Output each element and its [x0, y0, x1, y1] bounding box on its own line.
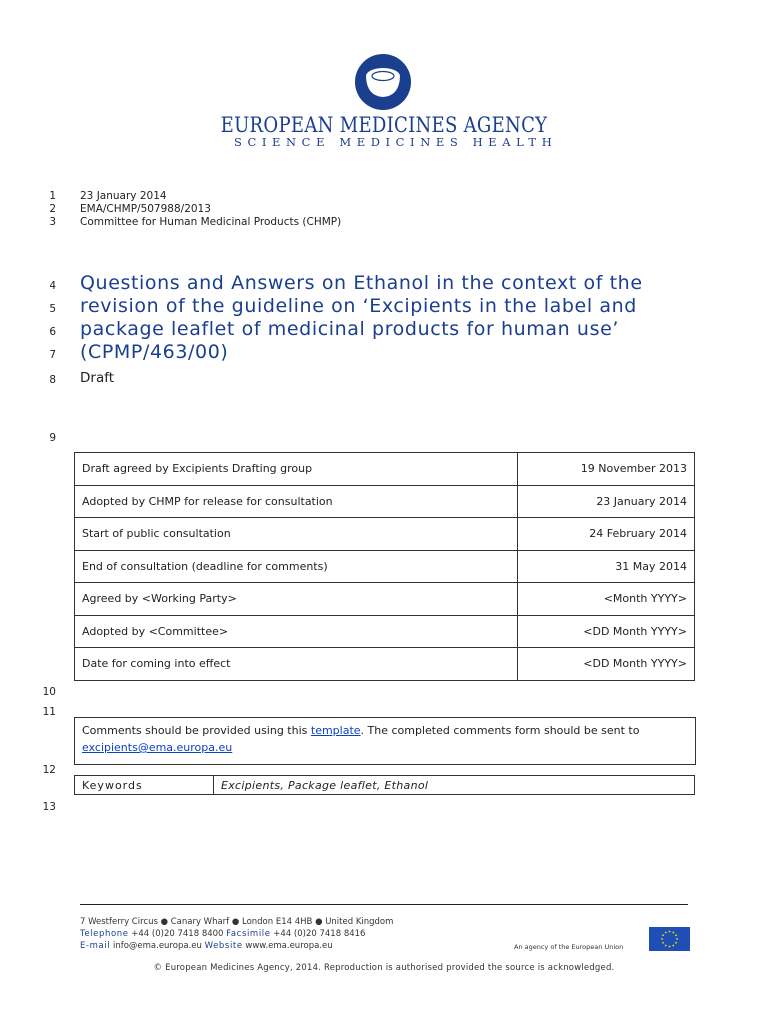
eu-star-icon — [676, 938, 678, 940]
document-title-line: Questions and Answers on Ethanol in the context of the — [80, 272, 643, 294]
timeline-step-label: Date for coming into effect — [75, 648, 518, 681]
table-row — [75, 550, 695, 583]
facsimile-value: +44 (0)20 7418 8416 — [273, 929, 366, 939]
line-number: 10 — [42, 686, 56, 698]
comments-email-link[interactable]: excipients@ema.europa.eu — [82, 741, 233, 754]
table-row — [75, 453, 695, 486]
line-number: 6 — [49, 326, 56, 338]
committee-name: Committee for Human Medicinal Products (CHMP) — [80, 216, 342, 228]
table-row — [75, 776, 695, 795]
eu-star-icon — [675, 934, 677, 936]
timeline-table — [74, 452, 695, 681]
timeline-step-date: 19 November 2013 — [518, 453, 695, 486]
eu-star-icon — [672, 932, 674, 934]
keywords-label: Keywords — [75, 776, 214, 795]
website-value[interactable]: www.ema.europa.eu — [245, 941, 333, 951]
agency-name: EUROPEAN MEDICINES AGENCY — [220, 113, 548, 137]
line-number: 7 — [49, 349, 56, 361]
document-title-line: revision of the guideline on ‘Excipients in the label and — [80, 295, 637, 317]
line-number: 2 — [49, 203, 56, 215]
eu-agency-note: An agency of the European Union — [514, 943, 624, 951]
comments-box — [74, 717, 696, 765]
footer-divider — [80, 904, 688, 905]
line-number: 3 — [49, 216, 56, 228]
eu-star-icon — [665, 932, 667, 934]
table-row — [75, 615, 695, 648]
table-row — [75, 485, 695, 518]
eu-flag-icon — [649, 927, 690, 951]
line-number: 13 — [42, 801, 56, 813]
comments-text: . The completed comments form should be sent to — [360, 724, 640, 737]
footer-contact-line — [80, 941, 333, 951]
timeline-step-label: Adopted by <Committee> — [75, 615, 518, 648]
document-title-line: package leaflet of medicinal products for human use’ — [80, 318, 619, 340]
timeline-step-date: 31 May 2014 — [518, 550, 695, 583]
ema-logo-icon — [354, 53, 412, 111]
telephone-value: +44 (0)20 7418 8400 — [131, 929, 224, 939]
eu-star-icon — [669, 946, 671, 948]
timeline-step-label: Agreed by <Working Party> — [75, 583, 518, 616]
keywords-value: Excipients, Package leaflet, Ethanol — [214, 776, 695, 795]
line-number: 8 — [49, 374, 56, 386]
timeline-step-date: <Month YYYY> — [518, 583, 695, 616]
facsimile-label: Facsimile — [226, 929, 271, 939]
eu-star-icon — [662, 934, 664, 936]
website-label: Website — [204, 941, 243, 951]
line-number: 1 — [49, 190, 56, 202]
timeline-step-label: Draft agreed by Excipients Drafting group — [75, 453, 518, 486]
eu-star-icon — [662, 942, 664, 944]
timeline-step-date: <DD Month YYYY> — [518, 615, 695, 648]
timeline-step-label: Start of public consultation — [75, 518, 518, 551]
timeline-step-label: End of consultation (deadline for comments) — [75, 550, 518, 583]
comments-text: Comments should be provided using this — [82, 724, 311, 737]
timeline-step-label: Adopted by CHMP for release for consultation — [75, 485, 518, 518]
footer-phone-line — [80, 929, 365, 939]
table-row — [75, 518, 695, 551]
email-label: E-mail — [80, 941, 111, 951]
telephone-label: Telephone — [80, 929, 129, 939]
line-number: 11 — [42, 706, 56, 718]
line-number: 9 — [49, 432, 56, 444]
line-number: 5 — [49, 303, 56, 315]
eu-star-icon — [672, 945, 674, 947]
timeline-step-date: 24 February 2014 — [518, 518, 695, 551]
timeline-step-date: 23 January 2014 — [518, 485, 695, 518]
footer-address: 7 Westferry Circus ● Canary Wharf ● London E14 4HB ● United Kingdom — [80, 917, 394, 927]
document-date: 23 January 2014 — [80, 190, 167, 202]
line-number: 4 — [49, 280, 56, 292]
table-row — [75, 648, 695, 681]
line-number: 12 — [42, 764, 56, 776]
timeline-step-date: <DD Month YYYY> — [518, 648, 695, 681]
eu-star-icon — [665, 945, 667, 947]
document-status: Draft — [80, 370, 115, 386]
copyright-notice: © European Medicines Agency, 2014. Reproduction is authorised provided the source is acknowledged. — [153, 963, 615, 973]
document-title-line: (CPMP/463/00) — [80, 341, 229, 363]
document-reference: EMA/CHMP/507988/2013 — [80, 203, 211, 215]
template-link[interactable]: template — [310, 724, 361, 737]
agency-tagline: SCIENCE MEDICINES HEALTH — [234, 135, 558, 149]
eu-star-icon — [675, 942, 677, 944]
eu-star-icon — [661, 938, 663, 940]
email-value[interactable]: info@ema.europa.eu — [112, 941, 202, 951]
keywords-table — [74, 775, 695, 795]
table-row — [75, 583, 695, 616]
eu-star-icon — [669, 931, 671, 933]
